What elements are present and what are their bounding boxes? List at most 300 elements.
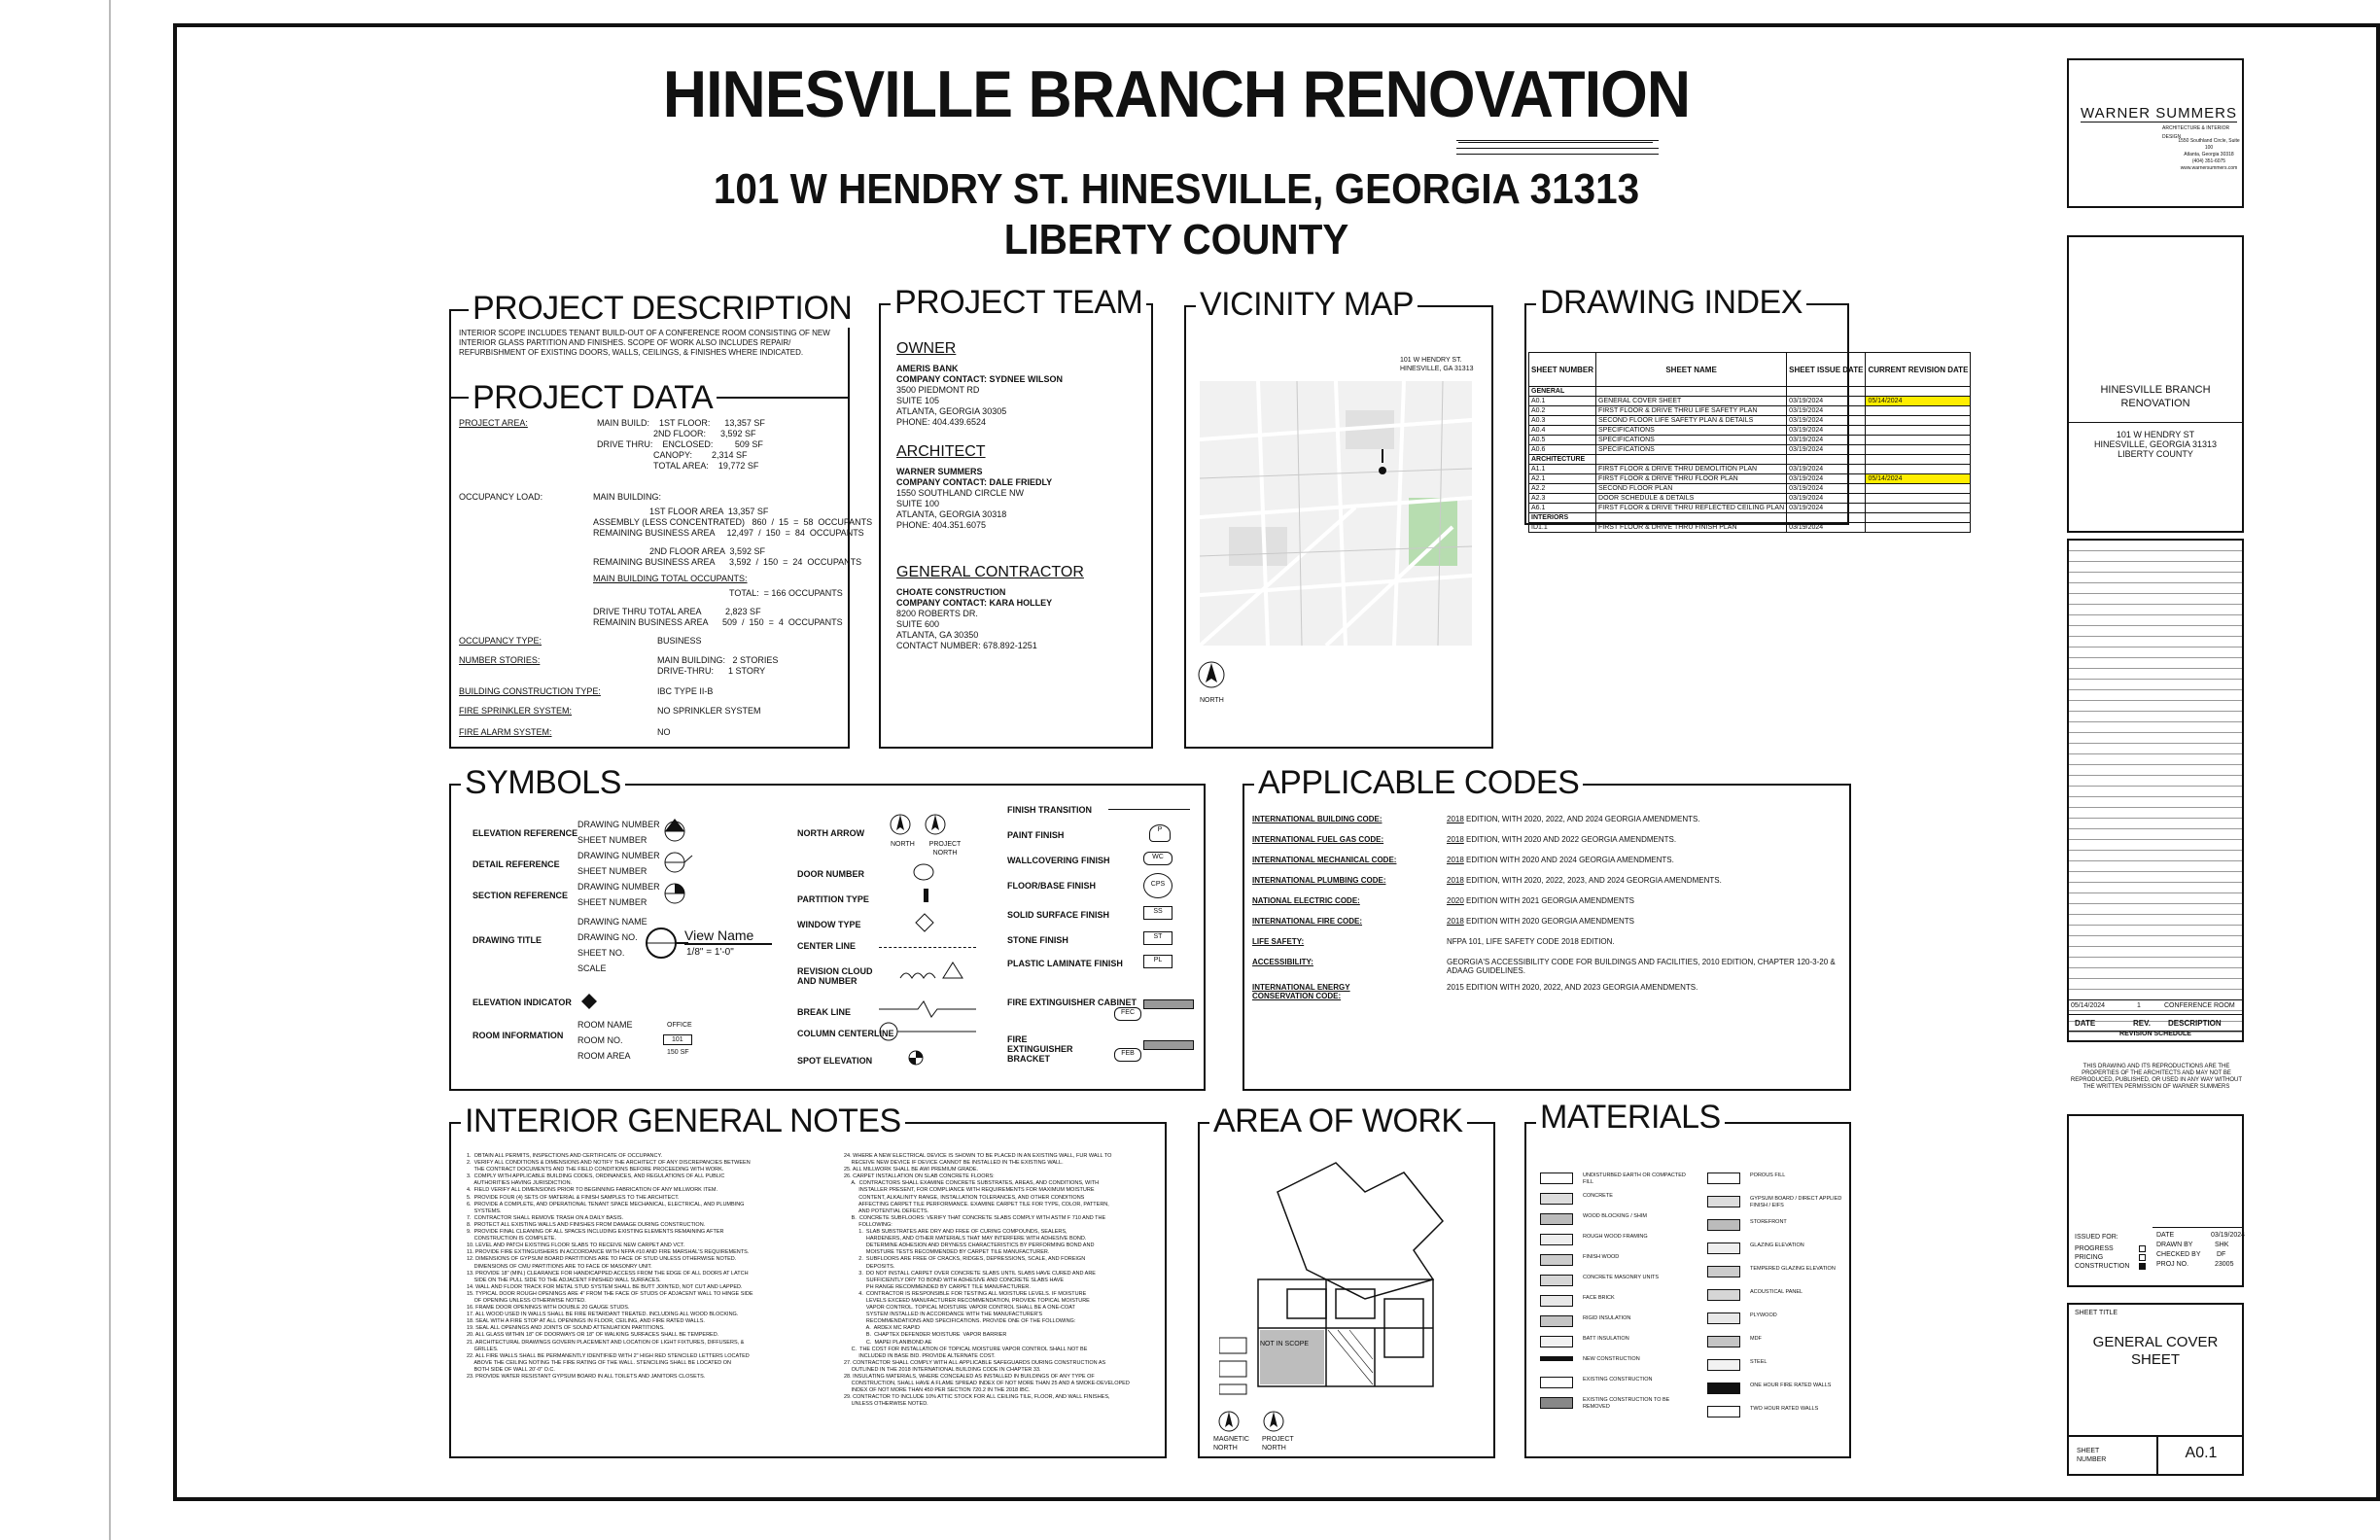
note-line: BOTH SIDE OF WALL 20'-0" O.C.: [467, 1366, 555, 1373]
index-cell-rev: [1866, 523, 1971, 533]
material-label: RIGID INSULATION: [1583, 1315, 1631, 1321]
revision-blank-row: [2069, 851, 2242, 861]
codes-list: [1252, 815, 1845, 1004]
meta-value: 03/19/2024: [2211, 1232, 2246, 1239]
map-north-label: NORTH: [1200, 697, 1224, 704]
team-line: ATLANTA, GEORGIA 30318: [896, 509, 1007, 519]
note-line: 19. SEAL ALL OPENINGS AND JOINTS OF SOUND ATTENUATION PARTITIONS.: [467, 1325, 665, 1332]
door-number-icon: [912, 861, 935, 883]
material-label: POROUS FILL: [1750, 1172, 1786, 1178]
revision-blank-row: [2069, 968, 2242, 979]
gc-block: [896, 587, 1052, 651]
note-line: AUTHORITIES HAVING JURISDICTION.: [467, 1180, 573, 1187]
note-line: 24. WHERE A NEW ELECTRICAL DEVICE IS SHOWN TO BE PLACED IN AN EXISTING WALL, FUR WALL TO: [844, 1153, 1112, 1159]
project-north-text: PROJECT NORTH: [928, 841, 962, 857]
index-cell-rev: [1866, 465, 1971, 474]
feb-graphic: [1143, 1040, 1194, 1050]
architect-heading: ARCHITECT: [896, 443, 986, 460]
material-label: GYPSUM BOARD / DIRECT APPLIED FINISH / EIFS: [1750, 1196, 1842, 1208]
pricing-checkbox[interactable]: [2139, 1254, 2146, 1261]
material-swatch-icon: [1707, 1196, 1740, 1208]
divider: [2152, 1227, 2242, 1228]
construction-type-label: BUILDING CONSTRUCTION TYPE:: [459, 686, 601, 696]
symbol-label: WINDOW TYPE: [797, 920, 861, 929]
material-row: [1540, 1193, 1705, 1213]
index-row: [1529, 484, 1971, 494]
index-cell-num: ARCHITECTURE: [1529, 455, 1596, 465]
symbol-sub: ROOM NAME: [578, 1020, 633, 1030]
owner-heading: OWNER: [896, 340, 957, 357]
construction-checkbox[interactable]: [2139, 1263, 2146, 1270]
code-year: 2018: [1447, 917, 1464, 926]
symbol-sub: ROOM NO.: [578, 1035, 623, 1045]
revision-blank-row: [2069, 722, 2242, 733]
material-label: NEW CONSTRUCTION: [1583, 1356, 1640, 1362]
index-cell-issue: 03/19/2024: [1787, 426, 1866, 436]
index-cell-issue: 03/19/2024: [1787, 445, 1866, 455]
note-line: CONSTRUCTION IS COMPLETE.: [467, 1236, 556, 1242]
index-cell-rev: [1866, 387, 1971, 397]
index-cell-num: A0.4: [1529, 426, 1596, 436]
wallcovering-tag: WC: [1143, 852, 1172, 865]
note-line: 28. INSULATING MATERIALS, WHERE CONCEALED AS INSTALLED IN BUILDINGS OF ANY TYPE OF: [844, 1374, 1095, 1380]
index-cell-rev: [1866, 445, 1971, 455]
note-line: SYSTEM INSTALLED IN ACCORDANCE WITH THE MANUFACTURER'S: [844, 1312, 1043, 1318]
revision-cloud-icon: [894, 959, 972, 988]
symbol-sub: SHEET NUMBER: [578, 897, 648, 907]
symbol-label: PAINT FINISH: [1007, 830, 1065, 840]
material-swatch-icon: [1540, 1336, 1573, 1348]
index-cell-name: FIRST FLOOR & DRIVE THRU REFLECTED CEILING PLAN: [1596, 504, 1787, 513]
note-line: UNLESS OTHERWISE NOTED.: [844, 1401, 928, 1408]
progress-checkbox[interactable]: [2139, 1245, 2146, 1252]
section-reference-icon: [657, 879, 696, 908]
materials-left-column: [1540, 1172, 1705, 1418]
interior-notes-panel: [449, 1102, 1167, 1458]
index-row: [1529, 465, 1971, 474]
firm-address-line: 1550 Southland Circle, Suite 100: [2178, 138, 2240, 151]
material-swatch-icon: [1540, 1295, 1573, 1307]
symbol-label: WALLCOVERING FINISH: [1007, 856, 1110, 865]
index-cell-issue: 03/19/2024: [1787, 504, 1866, 513]
code-value: [1447, 937, 1836, 946]
disclaimer-text: THIS DRAWING AND ITS REPRODUCTIONS ARE THE PROPERTIES OF THE ARCHITECTS AND MAY NOT BE REPRODUCED, PUBLISHED, OR USED IN ANY WAY WITHOUT THE WRITTEN PERMISSION OF WARNER SUMMERS: [2070, 1064, 2243, 1090]
issued-option: PROGRESS: [2075, 1245, 2114, 1252]
revision-blank-row: [2069, 872, 2242, 883]
elevation-reference-icon: [657, 815, 696, 848]
index-cell-rev: [1866, 504, 1971, 513]
team-line: COMPANY CONTACT: KARA HOLLEY: [896, 598, 1053, 608]
material-row: [1707, 1219, 1853, 1242]
symbol-label: FIRE EXTINGUISHER BRACKET: [1007, 1034, 1073, 1064]
finish-transition-icon: [1108, 809, 1190, 810]
material-label: ROUGH WOOD FRAMING: [1583, 1234, 1648, 1240]
revision-rows: [2069, 541, 2242, 1032]
revision-blank-row: [2069, 754, 2242, 765]
revision-blank-row: [2069, 648, 2242, 658]
material-label: UNDISTURBED EARTH OR COMPACTED FILL: [1583, 1172, 1686, 1185]
material-label: STEEL: [1750, 1359, 1768, 1365]
revision-blank-row: [2069, 915, 2242, 926]
rev-col-date: DATE: [2075, 1019, 2096, 1028]
revision-blank-row: [2069, 701, 2242, 712]
material-label: CONCRETE MASONRY UNITS: [1583, 1275, 1660, 1280]
material-row: [1707, 1172, 1853, 1196]
material-label: GLAZING ELEVATION: [1750, 1242, 1804, 1248]
revision-blank-row: [2069, 669, 2242, 680]
index-cell-num: A0.2: [1529, 406, 1596, 416]
index-cell-name: SECOND FLOOR PLAN: [1596, 484, 1787, 494]
note-line: INSTALLER PRESENT, FOR COMPLIANCE WITH REQUIREMENTS FOR MAXIMUM MOISTURE: [844, 1187, 1095, 1194]
material-label: EXISTING CONSTRUCTION TO BE REMOVED: [1583, 1397, 1670, 1410]
materials-panel: [1524, 1099, 1851, 1458]
rev-entry-date: 05/14/2024: [2071, 1002, 2106, 1009]
firm-address-line: Atlanta, Georgia 30318: [2184, 152, 2234, 158]
symbol-sub: SHEET NUMBER: [578, 866, 648, 876]
revision-blank-row: [2069, 797, 2242, 808]
sheet-number: A0.1: [2185, 1445, 2218, 1461]
meta-key: PROJ NO.: [2156, 1261, 2189, 1268]
code-row: [1252, 815, 1845, 835]
materials-heading: MATERIALS: [1536, 1099, 1725, 1137]
index-row: [1529, 445, 1971, 455]
revision-blank-row: [2069, 829, 2242, 840]
note-line: SUFFICIENTLY DRY TO BOND WITH ADHESIVE AND CONCRETE SLABS HAVE: [844, 1277, 1065, 1283]
issue-box: [2067, 1114, 2244, 1287]
note-line: 3. COMPLY WITH APPLICABLE BUILDING CODES, ORDINANCES, AND REGULATIONS OF ALL PUBLIC: [467, 1173, 725, 1180]
note-line: 21. ARCHITECTURAL DRAWINGS GOVERN PLACEMENT AND LOCATION OF LIGHT FIXTURES, DIFFUSERS, &: [467, 1339, 745, 1346]
index-cell-num: A2.3: [1529, 494, 1596, 504]
material-row: [1540, 1397, 1705, 1418]
symbol-sub: SHEET NUMBER: [578, 835, 648, 845]
material-label: WOOD BLOCKING / SHIM: [1583, 1213, 1648, 1219]
index-cell-rev: 05/14/2024: [1866, 397, 1971, 406]
material-swatch-icon: [1540, 1397, 1573, 1409]
index-cell-rev: [1866, 494, 1971, 504]
title-rule: [1458, 142, 1653, 143]
code-value: [1447, 958, 1836, 975]
material-row: [1540, 1275, 1705, 1295]
issued-option: PRICING: [2075, 1254, 2104, 1261]
applicable-codes-heading: APPLICABLE CODES: [1254, 764, 1583, 802]
note-line: MOISTURE TESTS RECOMMENDED BY CARPET TILE MANUFACTURER.: [844, 1249, 1050, 1256]
material-label: TEMPERED GLAZING ELEVATION: [1750, 1266, 1836, 1272]
index-cell-rev: [1866, 484, 1971, 494]
drawing-index-table-wrap: [1528, 352, 1969, 533]
code-label: ACCESSIBILITY:: [1252, 958, 1313, 966]
idx-col-header: SHEET NAME: [1596, 353, 1787, 387]
center-line-icon: [879, 947, 976, 948]
revision-blank-row: [2069, 840, 2242, 851]
tb-address-line: LIBERTY COUNTY: [2118, 449, 2193, 459]
index-cell-issue: [1787, 387, 1866, 397]
material-row: [1707, 1289, 1853, 1312]
material-swatch-icon: [1707, 1266, 1740, 1278]
revision-entry-row: [2069, 999, 2242, 1015]
vicinity-map-panel: [1184, 286, 1493, 749]
index-cell-rev: [1866, 513, 1971, 523]
revision-blank-row: [2069, 626, 2242, 637]
area-of-work-heading: AREA OF WORK: [1209, 1102, 1467, 1140]
symbol-label: ELEVATION REFERENCE: [472, 828, 578, 838]
partition-type-icon: [924, 889, 928, 902]
symbol-label: BREAK LINE: [797, 1007, 852, 1017]
material-swatch-icon: [1707, 1242, 1740, 1254]
occupancy-row: REMAINING BUSINESS AREA 3,592 / 150 = 24 OCCUPANTS: [593, 557, 862, 567]
owner-block: [896, 364, 1063, 428]
note-line: 18. SEAL WITH A FIRE STOP AT ALL OPENINGS IN FLOOR, CEILING, AND FIRE RATED WALLS.: [467, 1318, 705, 1325]
index-cell-name: SPECIFICATIONS: [1596, 436, 1787, 445]
symbol-sub: SCALE: [578, 963, 607, 973]
drawing-title-icon: [640, 924, 688, 962]
notes-left-column: [467, 1153, 807, 1381]
revision-blank-row: [2069, 883, 2242, 893]
note-line: DEPOSITS.: [844, 1263, 895, 1270]
project-data-heading: PROJECT DATA: [469, 379, 717, 417]
note-line: DIMENSIONS OF CMU PARTITIONS ARE TO FACE OF MASONRY UNIT.: [467, 1263, 652, 1270]
team-line: 3500 PIEDMONT RD: [896, 385, 980, 395]
north-arrow-symbols-icon: [887, 811, 955, 840]
material-row: [1707, 1382, 1853, 1406]
meta-value: DF: [2217, 1251, 2226, 1258]
material-row: [1540, 1213, 1705, 1234]
map-pin-label: 101 W HENDRY ST. HINESVILLE, GA 31313: [1400, 357, 1474, 372]
issued-for-label: ISSUED FOR:: [2075, 1234, 2118, 1241]
index-cell-num: A0.6: [1529, 445, 1596, 455]
symbol-sub: ROOM AREA: [578, 1051, 631, 1061]
code-row: [1252, 937, 1845, 958]
note-line: 3. DO NOT INSTALL CARPET OVER CONCRETE SLABS UNTIL SLABS HAVE CURED AND ARE: [844, 1270, 1096, 1277]
index-cell-name: [1596, 513, 1787, 523]
room-number: 101: [663, 1034, 692, 1045]
code-label: INTERNATIONAL PLUMBING CODE:: [1252, 876, 1386, 885]
index-cell-issue: 03/19/2024: [1787, 397, 1866, 406]
index-cell-name: FIRST FLOOR & DRIVE THRU FINISH PLAN: [1596, 523, 1787, 533]
note-line: A. ARDEX MC RAPID: [844, 1325, 920, 1332]
code-text: 2015 EDITION WITH 2020, 2022, AND 2023 GEORGIA AMENDMENTS.: [1447, 983, 1698, 992]
occupancy-type-value: BUSINESS: [657, 636, 702, 646]
area-row: 2ND FLOOR: 3,592 SF: [653, 429, 756, 438]
index-cell-rev: [1866, 426, 1971, 436]
code-value: [1447, 896, 1836, 905]
code-row: [1252, 983, 1845, 1004]
note-line: CONTENT, ALKALINITY RANGE, INSTALLATION TOLERANCES, AND OTHER CONDITIONS: [844, 1194, 1085, 1201]
material-swatch-icon: [1540, 1356, 1573, 1361]
material-row: [1540, 1356, 1705, 1377]
drawing-index-heading: DRAWING INDEX: [1536, 284, 1806, 322]
meta-key: DATE: [2156, 1232, 2175, 1239]
map-image: [1200, 381, 1472, 646]
gc-heading: GENERAL CONTRACTOR: [896, 564, 1084, 580]
note-line: HARDENERS, AND OTHER MATERIALS THAT MAY INTERFERE WITH ADHESIVE BOND.: [844, 1236, 1087, 1242]
symbol-label: NORTH ARROW: [797, 828, 865, 838]
meta-key: CHECKED BY: [2156, 1251, 2201, 1258]
revision-blank-row: [2069, 562, 2242, 573]
revision-blank-row: [2069, 712, 2242, 722]
revision-blank-row: [2069, 776, 2242, 787]
note-line: B. CONCRETE SUBFLOORS: VERIFY THAT CONCRETE SLABS COMPLY WITH ASTM F 710 AND THE: [844, 1214, 1106, 1221]
tb-project-address: [2069, 430, 2242, 459]
note-line: 11. PROVIDE FIRE EXTINGUISHERS IN ACCORDANCE WITH NFPA #10 AND FIRE MARSHAL'S REQUIREMENTS.: [467, 1249, 750, 1256]
code-row: [1252, 958, 1845, 979]
revision-blank-row: [2069, 808, 2242, 819]
index-cell-issue: 03/19/2024: [1787, 474, 1866, 484]
firm-sub: ARCHITECTURE & INTERIOR DESIGN: [2162, 125, 2230, 140]
note-line: 22. ALL FIRE WALLS SHALL BE PERMANENTLY IDENTIFIED WITH 2" HIGH RED STENCILED LETTERS LOCATED: [467, 1352, 750, 1359]
index-row: [1529, 406, 1971, 416]
code-text: EDITION, WITH 2020, 2022, 2023, AND 2024 GEORGIA AMENDMENTS.: [1466, 876, 1722, 885]
material-label: STOREFRONT: [1750, 1219, 1787, 1225]
symbols-panel: [449, 764, 1206, 1091]
revision-blank-row: [2069, 819, 2242, 829]
note-line: RECOMMENDATIONS AND SPECIFICATIONS. PROVIDE ONE OF THE FOLLOWING:: [844, 1318, 1076, 1325]
north-text: NORTH: [891, 841, 915, 848]
area-row: CANOPY: 2,314 SF: [653, 450, 748, 460]
note-line: 8. PROTECT ALL EXISTING WALLS AND FINISHES FROM DAMAGE DURING CONSTRUCTION.: [467, 1221, 706, 1228]
index-cell-num: A0.5: [1529, 436, 1596, 445]
material-swatch-icon: [1707, 1406, 1740, 1418]
material-row: [1540, 1254, 1705, 1275]
index-row: [1529, 426, 1971, 436]
revision-blank-row: [2069, 861, 2242, 872]
material-swatch-icon: [1540, 1213, 1573, 1225]
note-line: OUTLINED IN THE 2018 INTERNATIONAL BUILDING CODE IN CHAPTER 33.: [844, 1366, 1041, 1373]
revision-blank-row: [2069, 926, 2242, 936]
symbol-label: ROOM INFORMATION: [472, 1031, 564, 1040]
meta-value: SHK: [2215, 1242, 2229, 1248]
rev-col-desc: DESCRIPTION: [2168, 1019, 2222, 1028]
material-label: FINISH WOOD: [1583, 1254, 1620, 1260]
material-swatch-icon: [1540, 1315, 1573, 1327]
code-value: [1447, 815, 1836, 823]
idx-col-header: SHEET ISSUE DATE: [1787, 353, 1866, 387]
note-line: AND POTENTIAL DEFECTS.: [844, 1208, 929, 1214]
index-cell-name: DOOR SCHEDULE & DETAILS: [1596, 494, 1787, 504]
material-swatch-icon: [1540, 1172, 1573, 1184]
code-row: [1252, 896, 1845, 917]
code-label: INTERNATIONAL FIRE CODE:: [1252, 917, 1363, 926]
material-swatch-icon: [1707, 1359, 1740, 1371]
symbol-label: CENTER LINE: [797, 941, 857, 951]
revision-blank-row: [2069, 744, 2242, 754]
index-cell-name: FIRST FLOOR & DRIVE THRU FLOOR PLAN: [1596, 474, 1787, 484]
material-row: [1540, 1315, 1705, 1336]
occupancy-type-label: OCCUPANCY TYPE:: [459, 636, 542, 646]
code-text: NFPA 101, LIFE SAFETY CODE 2018 EDITION.: [1447, 937, 1615, 946]
tb-address-line: HINESVILLE, GEORGIA 31313: [2093, 439, 2218, 449]
occupancy-row: MAIN BUILDING:: [593, 492, 662, 502]
revision-blank-row: [2069, 690, 2242, 701]
symbol-label: PLASTIC LAMINATE FINISH: [1007, 959, 1123, 968]
project-north-label: PROJECT NORTH: [1262, 1436, 1294, 1452]
sheet-title-text: GENERAL COVER SHEET: [2092, 1334, 2219, 1368]
revision-blank-row: [2069, 658, 2242, 669]
architect-block: [896, 467, 1052, 531]
north-arrow-icon: [1196, 659, 1235, 698]
material-row: [1540, 1336, 1705, 1356]
title-rule: [1456, 140, 1659, 141]
material-swatch-icon: [1707, 1219, 1740, 1231]
code-label: NATIONAL ELECTRIC CODE:: [1252, 896, 1360, 905]
code-year: 2018: [1447, 835, 1464, 844]
occupancy-row: TOTAL: = 166 OCCUPANTS: [729, 588, 843, 598]
symbol-label: SPOT ELEVATION: [797, 1056, 873, 1066]
index-row: [1529, 397, 1971, 406]
column-centerline-icon: [879, 1021, 976, 1042]
note-line: 2. VERIFY ALL CONDITIONS & DIMENSIONS AND NOTIFY THE ARCHITECT OF ANY DISCREPANCIES BETWEEN: [467, 1160, 751, 1167]
divider: [2069, 422, 2242, 423]
team-line: WARNER SUMMERS: [896, 467, 983, 476]
note-line: 12. DIMENSIONS OF GYPSUM BOARD PARTITIONS ARE TO FACE OF STUD UNLESS OTHERWISE NOTED.: [467, 1256, 737, 1263]
project-name-box: [2067, 235, 2244, 533]
detail-reference-icon: [657, 848, 696, 877]
index-cell-name: [1596, 455, 1787, 465]
area-row: DRIVE THRU: ENCLOSED: 509 SF: [597, 439, 763, 449]
firm-name: WARNER SUMMERS: [2081, 105, 2237, 122]
code-label: INTERNATIONAL BUILDING CODE:: [1252, 815, 1382, 823]
tb-address-line: 101 W HENDRY ST: [2116, 430, 2195, 439]
material-label: ONE HOUR FIRE RATED WALLS: [1750, 1382, 1832, 1388]
symbol-label: DOOR NUMBER: [797, 869, 864, 879]
code-year: 2018: [1447, 815, 1464, 823]
material-label: ACOUSTICAL PANEL: [1750, 1289, 1803, 1295]
revision-blank-row: [2069, 936, 2242, 947]
material-row: [1707, 1196, 1853, 1219]
material-row: [1540, 1295, 1705, 1315]
note-line: CONSTRUCTION, SHALL HAVE A FLAME SPREAD INDEX OF NOT MORE THAN 25 AND A SMOKE-DEVELOPED: [844, 1381, 1130, 1387]
note-line: 27. CONTRACTOR SHALL COMPLY WITH ALL APPLICABLE SAFEGUARDS DURING CONSTRUCTION AS: [844, 1359, 1106, 1366]
index-cell-rev: [1866, 455, 1971, 465]
team-line: SUITE 600: [896, 619, 940, 629]
idx-col-header: CURRENT REVISION DATE: [1866, 353, 1971, 387]
notes-right-column: [844, 1153, 1165, 1408]
occupancy-row: 1ST FLOOR AREA 13,357 SF: [649, 507, 769, 516]
firm-logo-box: [2067, 58, 2244, 208]
room-area: 150 SF: [667, 1049, 689, 1056]
paint-finish-tag: P: [1149, 824, 1171, 842]
material-label: FACE BRICK: [1583, 1295, 1615, 1301]
room-name: OFFICE: [667, 1022, 692, 1029]
code-value: [1447, 835, 1836, 844]
code-value: [1447, 917, 1836, 926]
note-line: LEVELS EXCEED MANUFACTURER RECOMMENDATION, PROVIDE TOPICAL MOISTURE: [844, 1297, 1090, 1304]
code-text: EDITION, WITH 2020 AND 2022 GEORGIA AMENDMENTS.: [1466, 835, 1677, 844]
window-type-icon: [914, 912, 935, 933]
code-text: EDITION, WITH 2020, 2022, AND 2024 GEORGIA AMENDMENTS.: [1466, 815, 1700, 823]
index-cell-name: SECOND FLOOR LIFE SAFETY PLAN & DETAILS: [1596, 416, 1787, 426]
revision-blank-row: [2069, 541, 2242, 551]
note-line: C. MAPEI PLANIBOND AE: [844, 1339, 932, 1346]
symbol-label: PARTITION TYPE: [797, 894, 869, 904]
index-row: [1529, 523, 1971, 533]
revision-schedule-box: [2067, 539, 2244, 1042]
note-line: C. THE COST FOR INSTALLATION OF TOPICAL MOISTURE VAPOR CONTROL SHALL NOT BE: [844, 1346, 1088, 1352]
material-label: PLYWOOD: [1750, 1312, 1777, 1318]
index-cell-rev: [1866, 406, 1971, 416]
note-line: 17. ALL WOOD USED IN WALLS SHALL BE FIRE RETARDANT TREATED. INCLUDING ALL WOOD BLOCKING.: [467, 1312, 739, 1318]
material-label: TWO HOUR RATED WALLS: [1750, 1406, 1819, 1412]
code-row: [1252, 835, 1845, 856]
scale-text: 1/8" = 1'-0": [686, 947, 734, 958]
material-row: [1707, 1266, 1853, 1289]
code-value: [1447, 856, 1836, 864]
note-line: 14. WALL AND FLOOR TRACK FOR METAL STUD SYSTEM SHALL BE BUTT JOINTED, NOT CUT AND LAPPED.: [467, 1283, 743, 1290]
note-line: 6. PROVIDE A COMPLETE, AND OPERATIONAL TENANT SPACE MECHANICAL, ELECTRICAL, AND PLUMBING: [467, 1201, 745, 1208]
symbol-sub: DRAWING NUMBER: [578, 820, 660, 829]
index-cell-issue: 03/19/2024: [1787, 406, 1866, 416]
symbol-label: DRAWING TITLE: [472, 935, 542, 945]
area-row: MAIN BUILD: 1ST FLOOR: 13,357 SF: [597, 418, 765, 428]
